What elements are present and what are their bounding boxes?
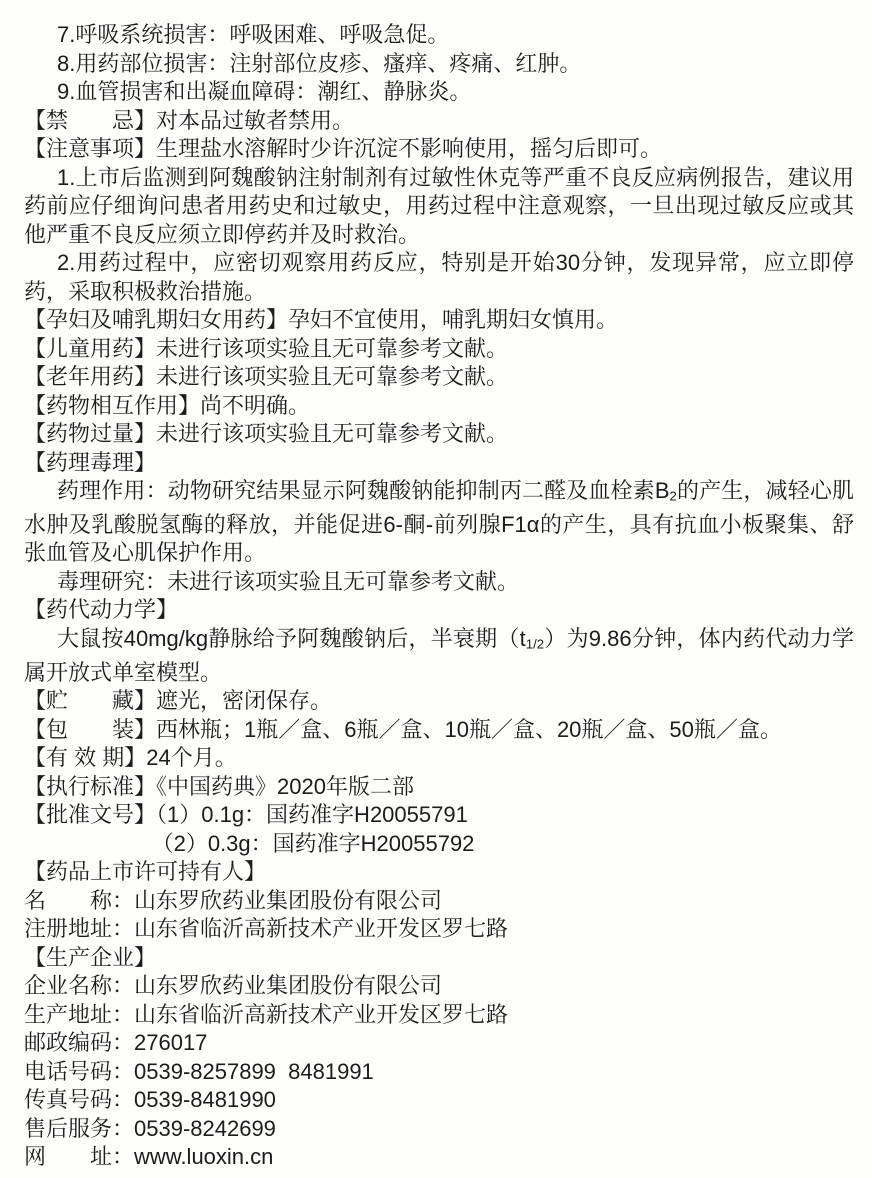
pediatric-use (24, 335, 854, 364)
mah-heading (24, 858, 854, 887)
text-segment: 【药物相互作用】尚不明确。 (24, 392, 311, 418)
text-segment: 【批准文号】（1）0.1g：国药准字H20055791 (24, 802, 468, 828)
telephone (24, 1058, 854, 1087)
pharmacokinetics-heading (24, 596, 854, 625)
text-segment: 毒理研究：未进行该项实验且无可靠参考文献。 (57, 568, 520, 594)
approval-number-2 (24, 830, 854, 859)
executive-standard (24, 773, 854, 802)
pharmacokinetics (24, 625, 854, 687)
text-segment: 注册地址：山东省临沂高新技术产业开发区罗七路 (24, 916, 509, 942)
text-segment: 电话号码：0539-8257899 8481991 (24, 1058, 374, 1084)
text-segment: 网 址：www.luoxin.cn (24, 1144, 274, 1170)
pharmacology-toxicology-heading (24, 449, 854, 478)
text-segment: 【药代动力学】 (24, 597, 179, 623)
pregnancy-lactation-use (24, 306, 854, 335)
packaging (24, 716, 854, 745)
approval-number-1 (24, 801, 854, 830)
text-segment: 传真号码：0539-8481990 (24, 1087, 276, 1113)
text-segment: 【儿童用药】未进行该项实验且无可靠参考文献。 (24, 335, 509, 361)
postal-code (24, 1029, 854, 1058)
text-segment: 9.血管损害和出凝血障碍：潮红、静脉炎。 (57, 79, 472, 104)
text-segment: 【生产企业】 (24, 944, 157, 970)
text-segment: 【有 效 期】24个月。 (24, 745, 237, 771)
text-segment: 名 称：山东罗欣药业集团股份有限公司 (24, 887, 443, 913)
geriatric-use (24, 363, 854, 392)
adverse-item-respiratory (24, 21, 854, 50)
toxicology (24, 568, 854, 597)
text-segment: 【注意事项】生理盐水溶解时少许沉淀不影响使用，摇匀后即可。 (24, 136, 663, 161)
text-segment: 售后服务：0539-8242699 (24, 1115, 276, 1141)
shelf-life (24, 744, 854, 773)
mah-registered-address (24, 915, 854, 944)
text-segment: 8.用药部位损害：注射部位皮疹、瘙痒、疼痛、红肿。 (57, 50, 582, 76)
document-body (24, 21, 854, 1172)
overdose (24, 420, 854, 449)
text-segment: 【药品上市许可持有人】 (24, 859, 267, 885)
precaution-1 (24, 164, 854, 250)
after-sales-service (24, 1115, 854, 1144)
text-segment: 【贮 藏】遮光，密闭保存。 (24, 688, 333, 714)
pharmacology (24, 477, 854, 568)
text-segment: 【药物过量】未进行该项实验且无可靠参考文献。 (24, 421, 509, 446)
precaution-2 (24, 249, 854, 306)
mah-name (24, 887, 854, 916)
subscript-segment: 2 (669, 488, 677, 504)
text-segment: 【包 装】西林瓶；1瓶／盒、6瓶／盒、10瓶／盒、20瓶／盒、50瓶／盒。 (24, 716, 782, 742)
storage (24, 687, 854, 716)
text-segment: 【执行标准】《中国药典》2020年版二部 (24, 773, 414, 799)
text-segment: 药理作用：动物研究结果显示阿魏酸钠能抑制丙二醛及血栓素B (57, 478, 670, 503)
text-segment: 【禁 忌】对本品过敏者禁用。 (24, 107, 355, 133)
manufacturer-address (24, 1001, 854, 1030)
contraindications (24, 107, 854, 136)
text-segment: 企业名称：山东罗欣药业集团股份有限公司 (24, 973, 443, 999)
text-segment: 的产生，减轻心肌水肿及乳酸脱氢酶的释放，并能促进6-酮-前列腺F1α的产生，具有抗血小板聚集、舒张血管及心肌保护作用。 (24, 478, 854, 566)
subscript-segment: 1/2 (525, 636, 545, 652)
text-segment: ）为9.86分钟，体内药代动力学属开放式单室模型。 (24, 625, 854, 685)
text-segment: 【药理毒理】 (24, 449, 157, 475)
adverse-item-vascular (24, 78, 854, 107)
text-segment: 邮政编码：276017 (24, 1030, 208, 1056)
text-segment: 2.用药过程中，应密切观察用药反应，特别是开始30分钟，发现异常，应立即停药，采取积极救治措施。 (24, 250, 854, 304)
text-segment: 1.上市后监测到阿魏酸钠注射制剂有过敏性休克等严重不良反应病例报告，建议用药前应仔细询问患者用药史和过敏史，用药过程中注意观察，一旦出现过敏反应或其他严重不良反应须立即停药并及时救治。 (24, 164, 854, 247)
manufacturer-name (24, 972, 854, 1001)
text-segment: 【老年用药】未进行该项实验且无可靠参考文献。 (24, 364, 509, 389)
text-segment: 生产地址：山东省临沂高新技术产业开发区罗七路 (24, 1001, 509, 1027)
text-segment: 大鼠按40mg/kg静脉给予阿魏酸钠后，半衰期（t (57, 625, 526, 651)
text-segment: 【孕妇及哺乳期妇女用药】孕妇不宜使用，哺乳期妇女慎用。 (24, 307, 619, 332)
text-segment: 7.呼吸系统损害：呼吸困难、呼吸急促。 (57, 22, 450, 47)
precautions (24, 135, 854, 164)
text-segment: （2）0.3g：国药准字H20055792 (151, 830, 475, 856)
drug-interactions (24, 392, 854, 421)
manufacturer-heading (24, 944, 854, 973)
adverse-item-injection-site (24, 50, 854, 79)
website (24, 1143, 854, 1172)
fax (24, 1086, 854, 1115)
